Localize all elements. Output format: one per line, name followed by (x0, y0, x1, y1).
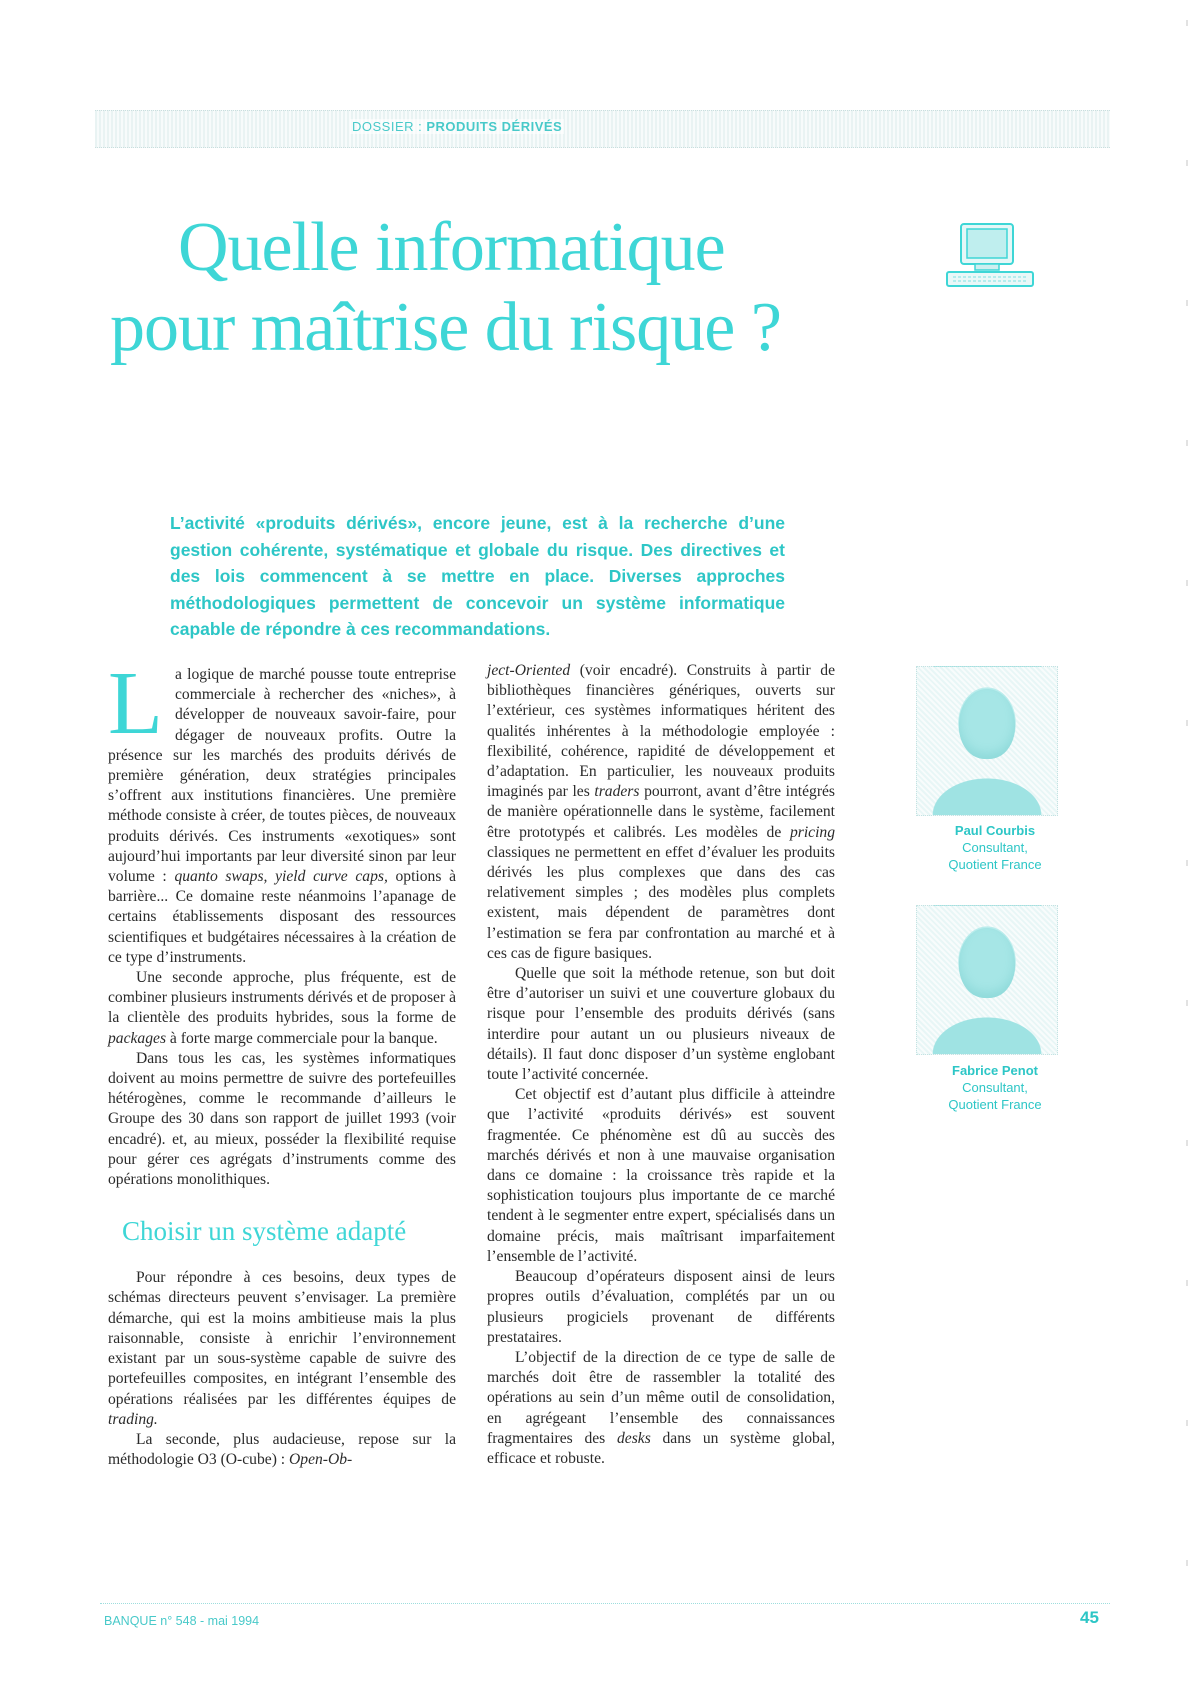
article-lead: L’activité «produits dérivés», encore jeune, est à la recherche d’une gestion cohérente, systématique et globale du risque. Des directives et des lois commencent à se mettre en place. Diverses approches méthodologiques permettent de concevoir un système informatique capable de répondre à ces recommandations. (170, 513, 785, 639)
section-heading: Choisir un système adapté (122, 1216, 407, 1247)
author-photo (916, 905, 1058, 1055)
author-company: Quotient France (948, 1097, 1042, 1112)
emphasis: quanto swaps, yield curve caps, (174, 868, 388, 886)
paragraph: Cet objectif est d’autant plus difficile à atteindre que l’activité «produits dérivés» est souvent fragmentée. Ce phénomène est dû au succès des marchés dérivés et non à une mauvaise organisation dans ce domaine : la croissance très rapide et la sophistication toujours plus importante de ce marché tendent à le segmenter entre expert, spécialisés dans un domaine précis, mais maîtrisant imparfaitement l’ensemble de l’activité. (487, 1086, 835, 1265)
paragraph: Beaucoup d’opérateurs disposent ainsi de leurs propres outils d’évaluation, complétés par un ou plusieurs progiciels provenant de différents prestataires. (487, 1268, 835, 1346)
author-name: Fabrice Penot (952, 1063, 1038, 1078)
paragraph-text: classiques ne permettent en effet d’évaluer les produits dérivés les plus complexes que dans des cas relativement simples ; des modèles plus complets existent, mais dépendent de paramètres dont l’estimation se fera par confrontation au marché et à ces cas de figure basiques. (487, 843, 835, 962)
footer-issue: BANQUE n° 548 - mai 1994 (104, 1614, 260, 1628)
section-topic: PRODUITS DÉRIVÉS (426, 119, 563, 134)
scan-edge-marks (1186, 20, 1188, 1620)
paragraph-text: L’objectif de la direction de ce type de salle de marchés doit être de rassembler la totalité des opérations au sein d’un même outil de consolidation, en agrégeant l’ensemble des connaissances fragmentaires des (487, 1348, 835, 1447)
column-2 (487, 661, 835, 1469)
author-company: Quotient France (948, 857, 1042, 872)
paragraph (487, 1348, 835, 1469)
computer-icon (945, 222, 1035, 292)
paragraph-text: options à barrière... Ce domaine reste néanmoins l’apanage de certains établissements disposant des ressources scientifiques et budgétaires nécessaires à la création de ce type d’instruments. (108, 868, 457, 966)
emphasis: traders (594, 783, 640, 801)
paragraph-text: a logique de marché pousse toute entreprise commerciale à rechercher des «niches», à développer de nouveaux savoir-faire, pour dégager de nouveaux profits. Outre la présence sur les marchés des produits dérivés de première génération, deux stratégies principales s’offrent aux institutions financières. Une première méthode consiste à créer, de toutes pièces, de nouveaux produits dérivés. Ces instruments «exotiques» sont aujourd’hui importants par leur diversité sinon par leur volume : (108, 666, 456, 886)
emphasis: desks (616, 1429, 651, 1447)
paragraph-text: dans un système global, efficace et robuste. (487, 1429, 835, 1467)
paragraph-text: La seconde, plus audacieuse, repose sur la méthodologie O3 (O-cube) : (108, 1430, 456, 1469)
paragraph (108, 654, 457, 968)
face-shape (959, 928, 1015, 998)
paragraph-text: à forte marge commerciale pour la banque. (166, 1029, 438, 1047)
drop-cap: L (108, 654, 163, 753)
section-header (350, 119, 564, 134)
column-1 (108, 654, 457, 1470)
header-band (95, 110, 1110, 148)
author-role: Consultant, (962, 840, 1028, 855)
paragraph (108, 968, 456, 1049)
emphasis: trading. (108, 1410, 158, 1428)
article-title (110, 208, 870, 368)
paragraph-text: Pour répondre à ces besoins, deux types de schémas directeurs peuvent s’envisager. La première démarche, qui est la moins ambitieuse mais la plus raisonnable, consiste à enrichir l’environnement existant par un sous-système capable de suivre des portefeuilles composites, en intégrant l’ensemble des opérations réalisées par les différentes équipes de (108, 1269, 456, 1408)
face-shape (959, 689, 1015, 759)
title-line-2: pour maîtrise du risque ? (110, 289, 781, 366)
section-prefix: DOSSIER : (352, 119, 423, 134)
emphasis: ject-Oriented (487, 662, 571, 679)
paragraph-text: (voir encadré). Construits à partir de bibliothèques financières génériques, ouverts sur l’extérieur, ces systèmes informatiques héritent des qualités inhérentes à la méthodologie employée : flexibilité, cohérence, rapidité de développement et d’adaptation. En particulier, les nouveaux produits imaginés par les (487, 662, 835, 801)
author-photo (916, 666, 1058, 816)
author-name: Paul Courbis (954, 823, 1036, 838)
title-line-1: Quelle informatique (178, 209, 725, 286)
emphasis: packages (108, 1029, 167, 1047)
paragraph (487, 661, 835, 964)
paragraph (108, 1268, 456, 1430)
paragraph: Dans tous les cas, les systèmes informatiques doivent au moins permettre de suivre des portefeuilles hétérogènes, comme le recommande d’ailleurs le Groupe des 30 dans son rapport de juillet 1993 (voir encadré). et, au mieux, posséder la flexibilité requise pour gérer ces agrégats d’instruments comme des opérations monolithiques. (108, 1049, 456, 1189)
paragraph: Quelle que soit la méthode retenue, son but doit être d’autoriser un suivi et une couverture globaux du risque pour l’ensemble des produits dérivés (sans interdire pour autant un ou plusieurs niveaux de détails). Il faut donc disposer d’un système englobant toute l’activité concernée. (487, 965, 835, 1084)
emphasis: pricing (789, 823, 835, 841)
footer-rule (100, 1603, 1110, 1604)
author-role: Consultant, (962, 1080, 1028, 1095)
author-caption (920, 822, 1070, 873)
paragraph (108, 1430, 456, 1470)
author-caption (920, 1062, 1070, 1113)
page-number: 45 (1080, 1608, 1099, 1627)
paragraph-text: Une seconde approche, plus fréquente, est de combiner plusieurs instruments dérivés et de proposer à la clientèle des produits hybrides, sous la forme de (108, 969, 456, 1027)
emphasis: Open-Ob- (289, 1451, 353, 1469)
paragraph-text: pourront, avant d’être intégrés de manière opérationnelle dans le système, facilement être prototypés et calibrés. Les modèles de (487, 783, 836, 841)
